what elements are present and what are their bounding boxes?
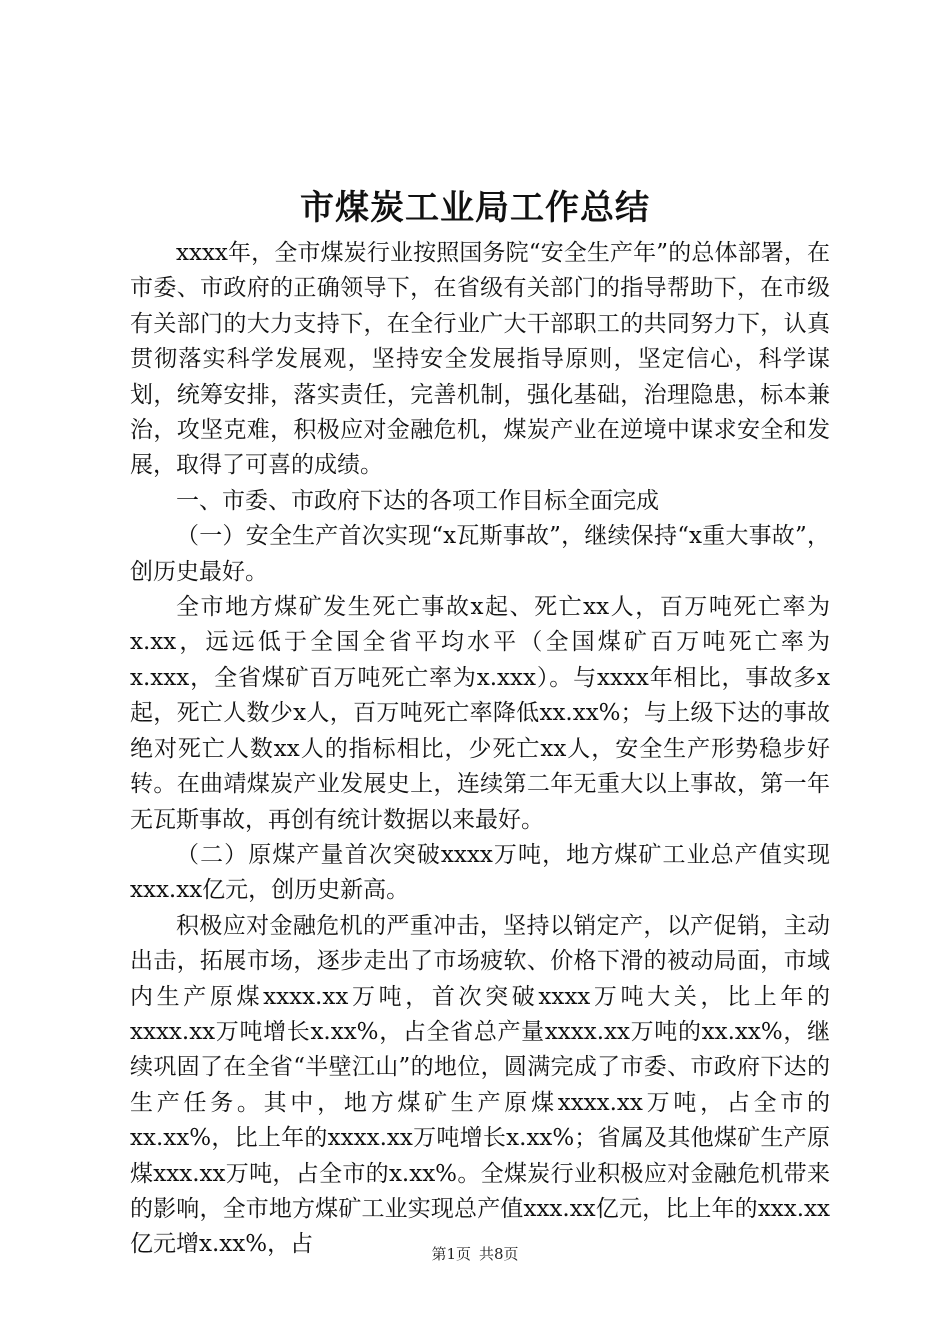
page-number: 第1页: [431, 1245, 471, 1263]
subheading-2: （二）原煤产量首次突破xxxx万吨，地方煤矿工业总产值实现xxx.xx亿元，创历史新高。: [130, 841, 830, 904]
document-body: [130, 236, 830, 1263]
page-total: 共8页: [479, 1245, 519, 1263]
subheading-1: （一）安全生产首次实现“x瓦斯事故”，继续保持“x重大事故”，创历史最好。: [130, 523, 830, 585]
document-title: 市煤炭工业局工作总结: [300, 188, 650, 228]
paragraph-production: 积极应对金融危机的严重冲击，坚持以销定产，以产促销，主动出击，拓展市场，逐步走出了市场疲软、价格下滑的被动局面，市域内生产原煤xxxx.xx万吨，首次突破xxxx万吨大关，比上年的xxxx.xx万吨增长x.xx%，占全省总产量xxxx.xx万吨的xx.xx%，继续巩固了在全省“半壁江山”的地位，圆满完成了市委、市政府下达的生产任务。其中，地方煤矿生产原煤xxxx.xx万吨，占全市的xx.xx%，比上年的xxxx.xx万吨增长x.xx%；省属及其他煤矿生产原煤xxx.xx万吨，占全市的x.xx%。全煤炭行业积极应对金融危机带来的影响，全市地方煤矿工业实现总产值xxx.xx亿元，比上年的xxx.xx亿元增x.xx%，占: [130, 912, 830, 1258]
paragraph-safety: 全市地方煤矿发生死亡事故x起、死亡xx人，百万吨死亡率为x.xx，远远低于全国全省平均水平（全国煤矿百万吨死亡率为x.xxx，全省煤矿百万吨死亡率为x.xxx）。与xxxx年相比，事故多x起，死亡人数少x人，百万吨死亡率降低xx.xx%；与上级下达的事故绝对死亡人数xx人的指标相比，少死亡xx人，安全生产形势稳步好转。在曲靖煤炭产业发展史上，连续第二年无重大以上事故，第一年无瓦斯事故，再创有统计数据以来最好。: [130, 594, 830, 833]
page-footer: [0, 1244, 950, 1264]
paragraph-intro: xxxx年，全市煤炭行业按照国务院“安全生产年”的总体部署，在市委、市政府的正确领导下，在省级有关部门的指导帮助下，在市级有关部门的大力支持下，在全行业广大干部职工的共同努力下，认真贯彻落实科学发展观，坚持安全发展指导原则，坚定信心，科学谋划，统筹安排，落实责任，完善机制，强化基础，治理隐患，标本兼治，攻坚克难，积极应对金融危机，煤炭产业在逆境中谋求安全和发展，取得了可喜的成绩。: [130, 240, 830, 479]
section-heading-1: 一、市委、市政府下达的各项工作目标全面完成: [176, 487, 659, 514]
